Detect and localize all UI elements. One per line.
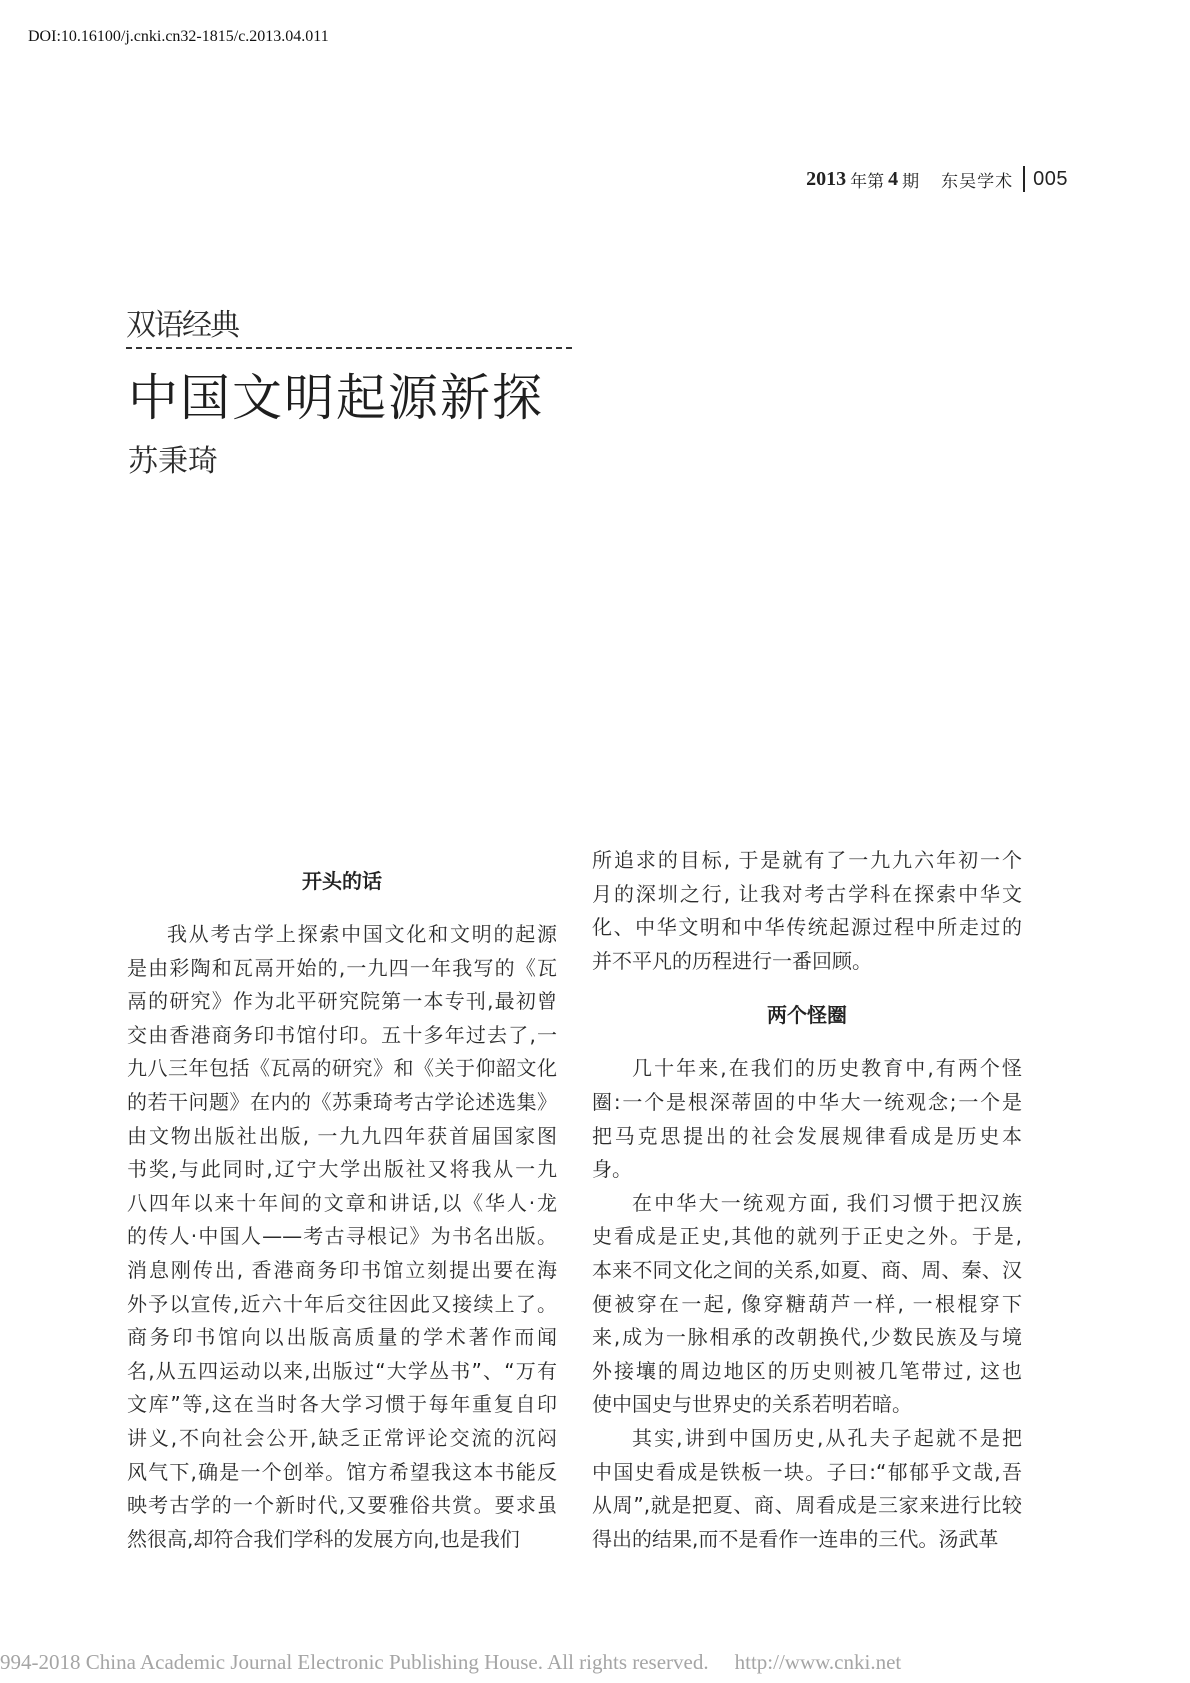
running-head-divider bbox=[1023, 166, 1025, 192]
text-line: 交由香港商务印书馆付印。五十多年过去了,一 bbox=[127, 1022, 557, 1047]
text-line: 鬲的研究》作为北平研究院第一本专刊,最初曾 bbox=[127, 989, 557, 1014]
text-line: 名,从五四运动以来,出版过“大学丛书”、“万有 bbox=[127, 1358, 557, 1383]
issue-year-suffix: 年第 bbox=[850, 171, 885, 192]
footer-url[interactable]: http://www.cnki.net bbox=[734, 1650, 902, 1674]
text-line: 本来不同文化之间的关系,如夏、商、周、秦、汉 bbox=[592, 1257, 1022, 1282]
running-head bbox=[806, 166, 1068, 192]
footer bbox=[0, 1650, 1190, 1675]
dashed-divider bbox=[126, 347, 572, 349]
text-line: 来,成为一脉相承的改朝换代,少数民族及与境 bbox=[592, 1325, 1022, 1350]
text-line: 把马克思提出的社会发展规律看成是历史本 bbox=[592, 1123, 1022, 1148]
text-line: 然很高,却符合我们学科的发展方向,也是我们 bbox=[127, 1526, 520, 1551]
right-column-intro bbox=[592, 844, 1022, 978]
text-line: 由文物出版社出版, 一九九四年获首届国家图 bbox=[127, 1123, 557, 1148]
text-line: 的若干问题》在内的《苏秉琦考古学论述选集》 bbox=[127, 1089, 557, 1114]
text-line: 消息刚传出, 香港商务印书馆立刻提出要在海 bbox=[127, 1257, 557, 1282]
text-line: 并不平凡的历程进行一番回顾。 bbox=[592, 948, 872, 973]
text-line: 使中国史与世界史的关系若明若暗。 bbox=[592, 1392, 912, 1417]
text-line: 是由彩陶和瓦鬲开始的,一九四一年我写的《瓦 bbox=[127, 955, 557, 980]
text-line: 所追求的目标, 于是就有了一九九六年初一个 bbox=[592, 848, 1022, 872]
right-column bbox=[592, 844, 1022, 1556]
page-number: 005 bbox=[1033, 167, 1068, 190]
text-line: 月的深圳之行, 让我对考古学科在探索中华文 bbox=[592, 881, 1022, 906]
paragraph bbox=[592, 1422, 1022, 1556]
column-label: 双语经典 bbox=[126, 308, 238, 343]
footer-copyright: 994-2018 China Academic Journal Electronic Publishing House. All rights reserved. bbox=[0, 1650, 709, 1674]
issue-year: 2013 bbox=[806, 167, 847, 190]
text-line: 从周”,就是把夏、商、周看成是三家来进行比较 bbox=[592, 1493, 1022, 1518]
article-title: 中国文明起源新探 bbox=[128, 369, 544, 427]
doi-label: DOI:10.16100/j.cnki.cn32-1815/c.2013.04.011 bbox=[28, 28, 329, 45]
text-line: 外予以宣传,近六十年后交往因此又接续上了。 bbox=[127, 1291, 557, 1316]
left-column-body bbox=[127, 918, 557, 1556]
section-heading-opening: 开头的话 bbox=[302, 869, 382, 893]
section-heading-two-circles: 两个怪圈 bbox=[767, 1003, 847, 1028]
left-column bbox=[127, 870, 557, 1556]
text-line: 化、中华文明和中华传统起源过程中所走过的 bbox=[592, 915, 1022, 940]
text-line: 其实,讲到中国历史,从孔夫子起就不是把 bbox=[632, 1425, 1022, 1450]
text-line: 书奖,与此同时,辽宁大学出版社又将我从一九 bbox=[127, 1157, 557, 1182]
issue-number: 4 bbox=[888, 167, 899, 190]
text-line: 得出的结果,而不是看作一连串的三代。汤武革 bbox=[592, 1526, 999, 1551]
issue-suffix: 期 bbox=[902, 171, 920, 192]
text-line: 的传人·中国人——考古寻根记》为书名出版。 bbox=[127, 1224, 557, 1249]
author-name: 苏秉琦 bbox=[128, 444, 218, 479]
text-line: 便被穿在一起, 像穿糖葫芦一样, 一根棍穿下 bbox=[592, 1291, 1022, 1316]
text-line: 史看成是正史,其他的就列于正史之外。于是, bbox=[592, 1224, 1022, 1249]
paragraph bbox=[592, 1052, 1022, 1186]
text-line: 八四年以来十年间的文章和讲话,以《华人·龙 bbox=[127, 1190, 557, 1215]
paragraph bbox=[127, 918, 557, 1556]
text-line: 圈:一个是根深蒂固的中华大一统观念;一个是 bbox=[592, 1089, 1022, 1114]
text-line: 外接壤的周边地区的历史则被几笔带过, 这也 bbox=[592, 1358, 1022, 1383]
text-line: 几十年来,在我们的历史教育中,有两个怪 bbox=[632, 1056, 1022, 1081]
text-line: 在中华大一统观方面, 我们习惯于把汉族 bbox=[632, 1190, 1022, 1215]
journal-name: 东吴学术 bbox=[941, 171, 1014, 192]
text-line: 中国史看成是铁板一块。子曰:“郁郁乎文哉,吾 bbox=[592, 1459, 1022, 1484]
text-line: 风气下,确是一个创举。馆方希望我这本书能反 bbox=[127, 1459, 557, 1484]
right-column-body bbox=[592, 1052, 1022, 1556]
paragraph bbox=[592, 1187, 1022, 1422]
text-line: 九八三年包括《瓦鬲的研究》和《关于仰韶文化 bbox=[127, 1056, 557, 1081]
text-line: 文库”等,这在当时各大学习惯于每年重复自印 bbox=[127, 1392, 557, 1417]
text-line: 映考古学的一个新时代,又要雅俗共赏。要求虽 bbox=[127, 1493, 557, 1518]
paragraph bbox=[592, 844, 1022, 978]
text-line: 我从考古学上探索中国文化和文明的起源 bbox=[167, 922, 557, 946]
text-line: 身。 bbox=[592, 1157, 632, 1182]
text-line: 商务印书馆向以出版高质量的学术著作而闻 bbox=[127, 1325, 557, 1350]
text-line: 讲义,不向社会公开,缺乏正常评论交流的沉闷 bbox=[127, 1425, 557, 1450]
